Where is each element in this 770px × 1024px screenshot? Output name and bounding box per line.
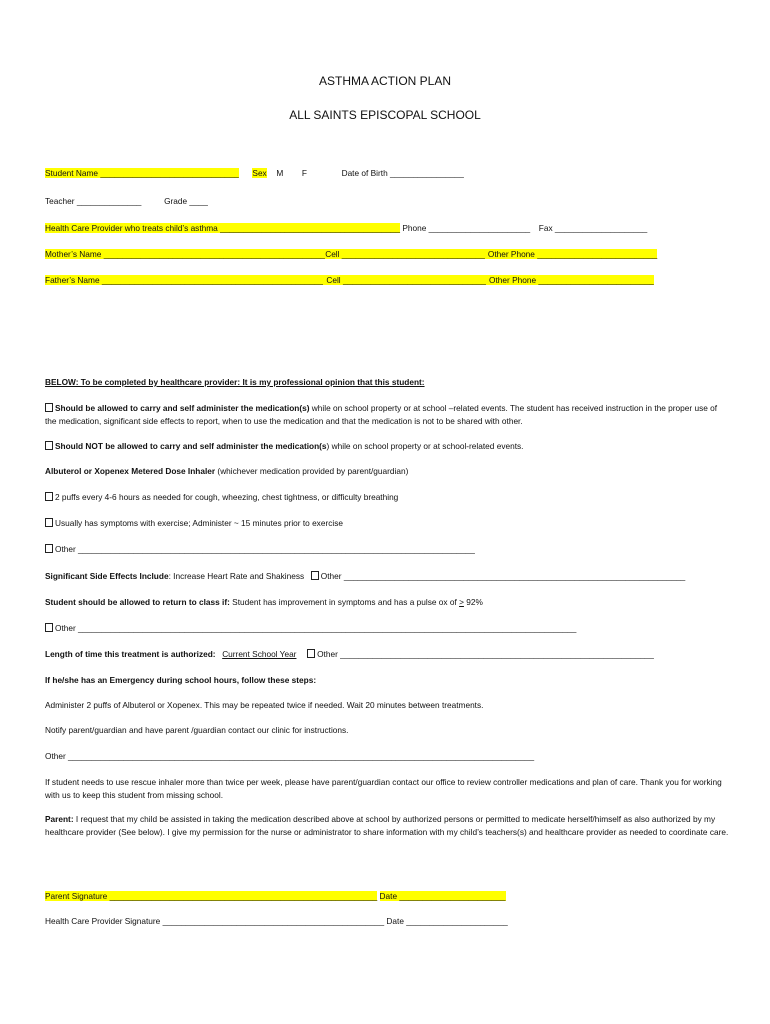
inhaler-row — [45, 466, 408, 477]
puffs-checkbox[interactable] — [45, 492, 53, 501]
treatment-other-field[interactable]: Other ____________________________________________________________________ — [317, 649, 654, 659]
exercise-option — [45, 518, 343, 529]
treatment-other-checkbox[interactable] — [307, 649, 315, 658]
father-other-phone-field[interactable]: Other Phone _________________________ — [486, 275, 654, 285]
treatment-length-row — [45, 649, 654, 660]
notify-instruction: Notify parent/guardian and have parent /guardian contact our clinic for instructions. — [45, 725, 349, 735]
teacher-row — [45, 196, 208, 207]
student-name-field[interactable]: Student Name ______________________________ — [45, 168, 239, 178]
allowed-rest-text: while on school property or at school –related events. The student has received instruction in the proper use of the medication, significant side effects to report, when to use the medication and that the medication is not to be shared with other. — [45, 403, 718, 426]
exercise-checkbox[interactable] — [45, 518, 53, 527]
parent-consent-label: Parent: — [45, 814, 74, 824]
mother-other-phone-field[interactable]: Other Phone __________________________ — [485, 249, 657, 259]
provider-signature-row — [45, 916, 508, 927]
parent-date-field[interactable]: Date _______________________ — [379, 891, 506, 901]
pulse-ox-value: 92% — [463, 597, 483, 607]
mother-row — [45, 249, 657, 260]
side-effects-text: : Increase Heart Rate and Shakiness — [168, 571, 305, 581]
emergency-heading: If he/she has an Emergency during school hours, follow these steps: — [45, 675, 317, 685]
sex-option-m[interactable]: M — [276, 168, 284, 178]
mother-cell-field[interactable]: Cell _______________________________ — [325, 249, 485, 259]
return-to-class-row — [45, 597, 483, 608]
allowed-self-administer-option — [45, 402, 730, 427]
provider-section-heading: BELOW: To be completed by healthcare provider: It is my professional opinion that this student: — [45, 377, 425, 387]
parent-consent-text: I request that my child be assisted in taking the medication described above at school by authorized persons or permitted to medicate herself/himself as also authorized by my healthcare provider (See below). I give my permission for the nurse or administrator to share information with my child’s teachers(s) and healthcare provider as needed to coordinate care. — [45, 814, 729, 837]
school-name: ALL SAINTS EPISCOPAL SCHOOL — [289, 108, 481, 122]
father-cell-field[interactable]: Cell _______________________________ — [323, 275, 486, 285]
provider-fax-field[interactable]: Fax ____________________ — [538, 223, 648, 233]
sex-label: Sex — [252, 168, 267, 178]
treatment-length-label: Length of time this treatment is authorized: — [45, 649, 216, 659]
provider-date-field[interactable]: Date ______________________ — [386, 916, 508, 926]
health-care-provider-field[interactable]: Health Care Provider who treats child’s asthma _______________________________________ — [45, 223, 401, 233]
administer-instruction: Administer 2 puffs of Albuterol or Xopenex. This may be repeated twice if needed. Wait 20 minutes between treatments. — [45, 700, 484, 710]
puffs-text: 2 puffs every 4-6 hours as needed for cough, wheezing, chest tightness, or difficulty breathing — [55, 492, 399, 502]
student-info-row — [45, 168, 464, 182]
not-allowed-bold-text: Should NOT be allowed to carry and self administer the medication(s — [55, 441, 327, 451]
exercise-text: Usually has symptoms with exercise; Administer ~ 15 minutes prior to exercise — [55, 518, 343, 528]
side-effects-other-checkbox[interactable] — [311, 571, 319, 580]
side-effects-row — [45, 571, 685, 582]
provider-signature-field[interactable]: Health Care Provider Signature ________________________________________________ — [45, 916, 385, 926]
date-of-birth-field[interactable]: Date of Birth ________________ — [341, 168, 464, 178]
greater-equal-symbol: > — [459, 597, 464, 607]
other-field-3[interactable]: Other _____________________________________________________________________________________________________ — [45, 751, 535, 761]
grade-field[interactable]: Grade ____ — [164, 196, 208, 206]
return-to-class-text: Student has improvement in symptoms and has a pulse ox of — [229, 597, 460, 607]
inhaler-note: (whichever medication provided by parent/guardian) — [215, 466, 409, 476]
other-field-1[interactable]: Other ______________________________________________________________________________________ — [55, 544, 475, 554]
teacher-field[interactable]: Teacher ______________ — [45, 196, 142, 206]
parent-consent-paragraph — [45, 813, 730, 838]
provider-phone-field[interactable]: Phone ______________________ — [402, 223, 531, 233]
document-title: ASTHMA ACTION PLAN — [318, 74, 452, 88]
parent-signature-row — [45, 891, 506, 902]
sex-option-f[interactable]: F — [301, 168, 307, 178]
other-option-2 — [45, 623, 576, 634]
provider-row — [45, 223, 647, 234]
father-row — [45, 275, 654, 286]
return-to-class-label: Student should be allowed to return to class if: — [45, 597, 230, 607]
father-name-field[interactable]: Father’s Name ________________________________________________ — [45, 275, 324, 285]
side-effects-label: Significant Side Effects Include — [45, 571, 169, 581]
mother-name-field[interactable]: Mother’s Name ________________________________________________ — [45, 249, 326, 259]
not-allowed-rest-text: ) while on school property or at school-related events. — [326, 441, 524, 451]
other-checkbox-2[interactable] — [45, 623, 53, 632]
allowed-checkbox[interactable] — [45, 403, 53, 412]
inhaler-label: Albuterol or Xopenex Metered Dose Inhaler — [45, 466, 216, 476]
other-option-1 — [45, 544, 475, 555]
other-checkbox-1[interactable] — [45, 544, 53, 553]
other-field-2[interactable]: Other ____________________________________________________________________________________________________________ — [55, 623, 577, 633]
side-effects-other-field[interactable]: Other __________________________________________________________________________ — [320, 571, 686, 581]
current-school-year-option[interactable]: Current School Year — [222, 649, 297, 659]
not-allowed-checkbox[interactable] — [45, 441, 53, 450]
rescue-inhaler-note: If student needs to use rescue inhaler more than twice per week, please have parent/guardian contact our office to review controller medications and plan of care. Thank you for working with us to keep this student from missing school. — [45, 777, 722, 800]
allowed-bold-text: Should be allowed to carry and self administer the medication(s) — [55, 403, 310, 413]
puffs-option — [45, 492, 398, 503]
parent-signature-field[interactable]: Parent Signature __________________________________________________________ — [45, 891, 378, 901]
not-allowed-self-administer-option — [45, 441, 523, 452]
